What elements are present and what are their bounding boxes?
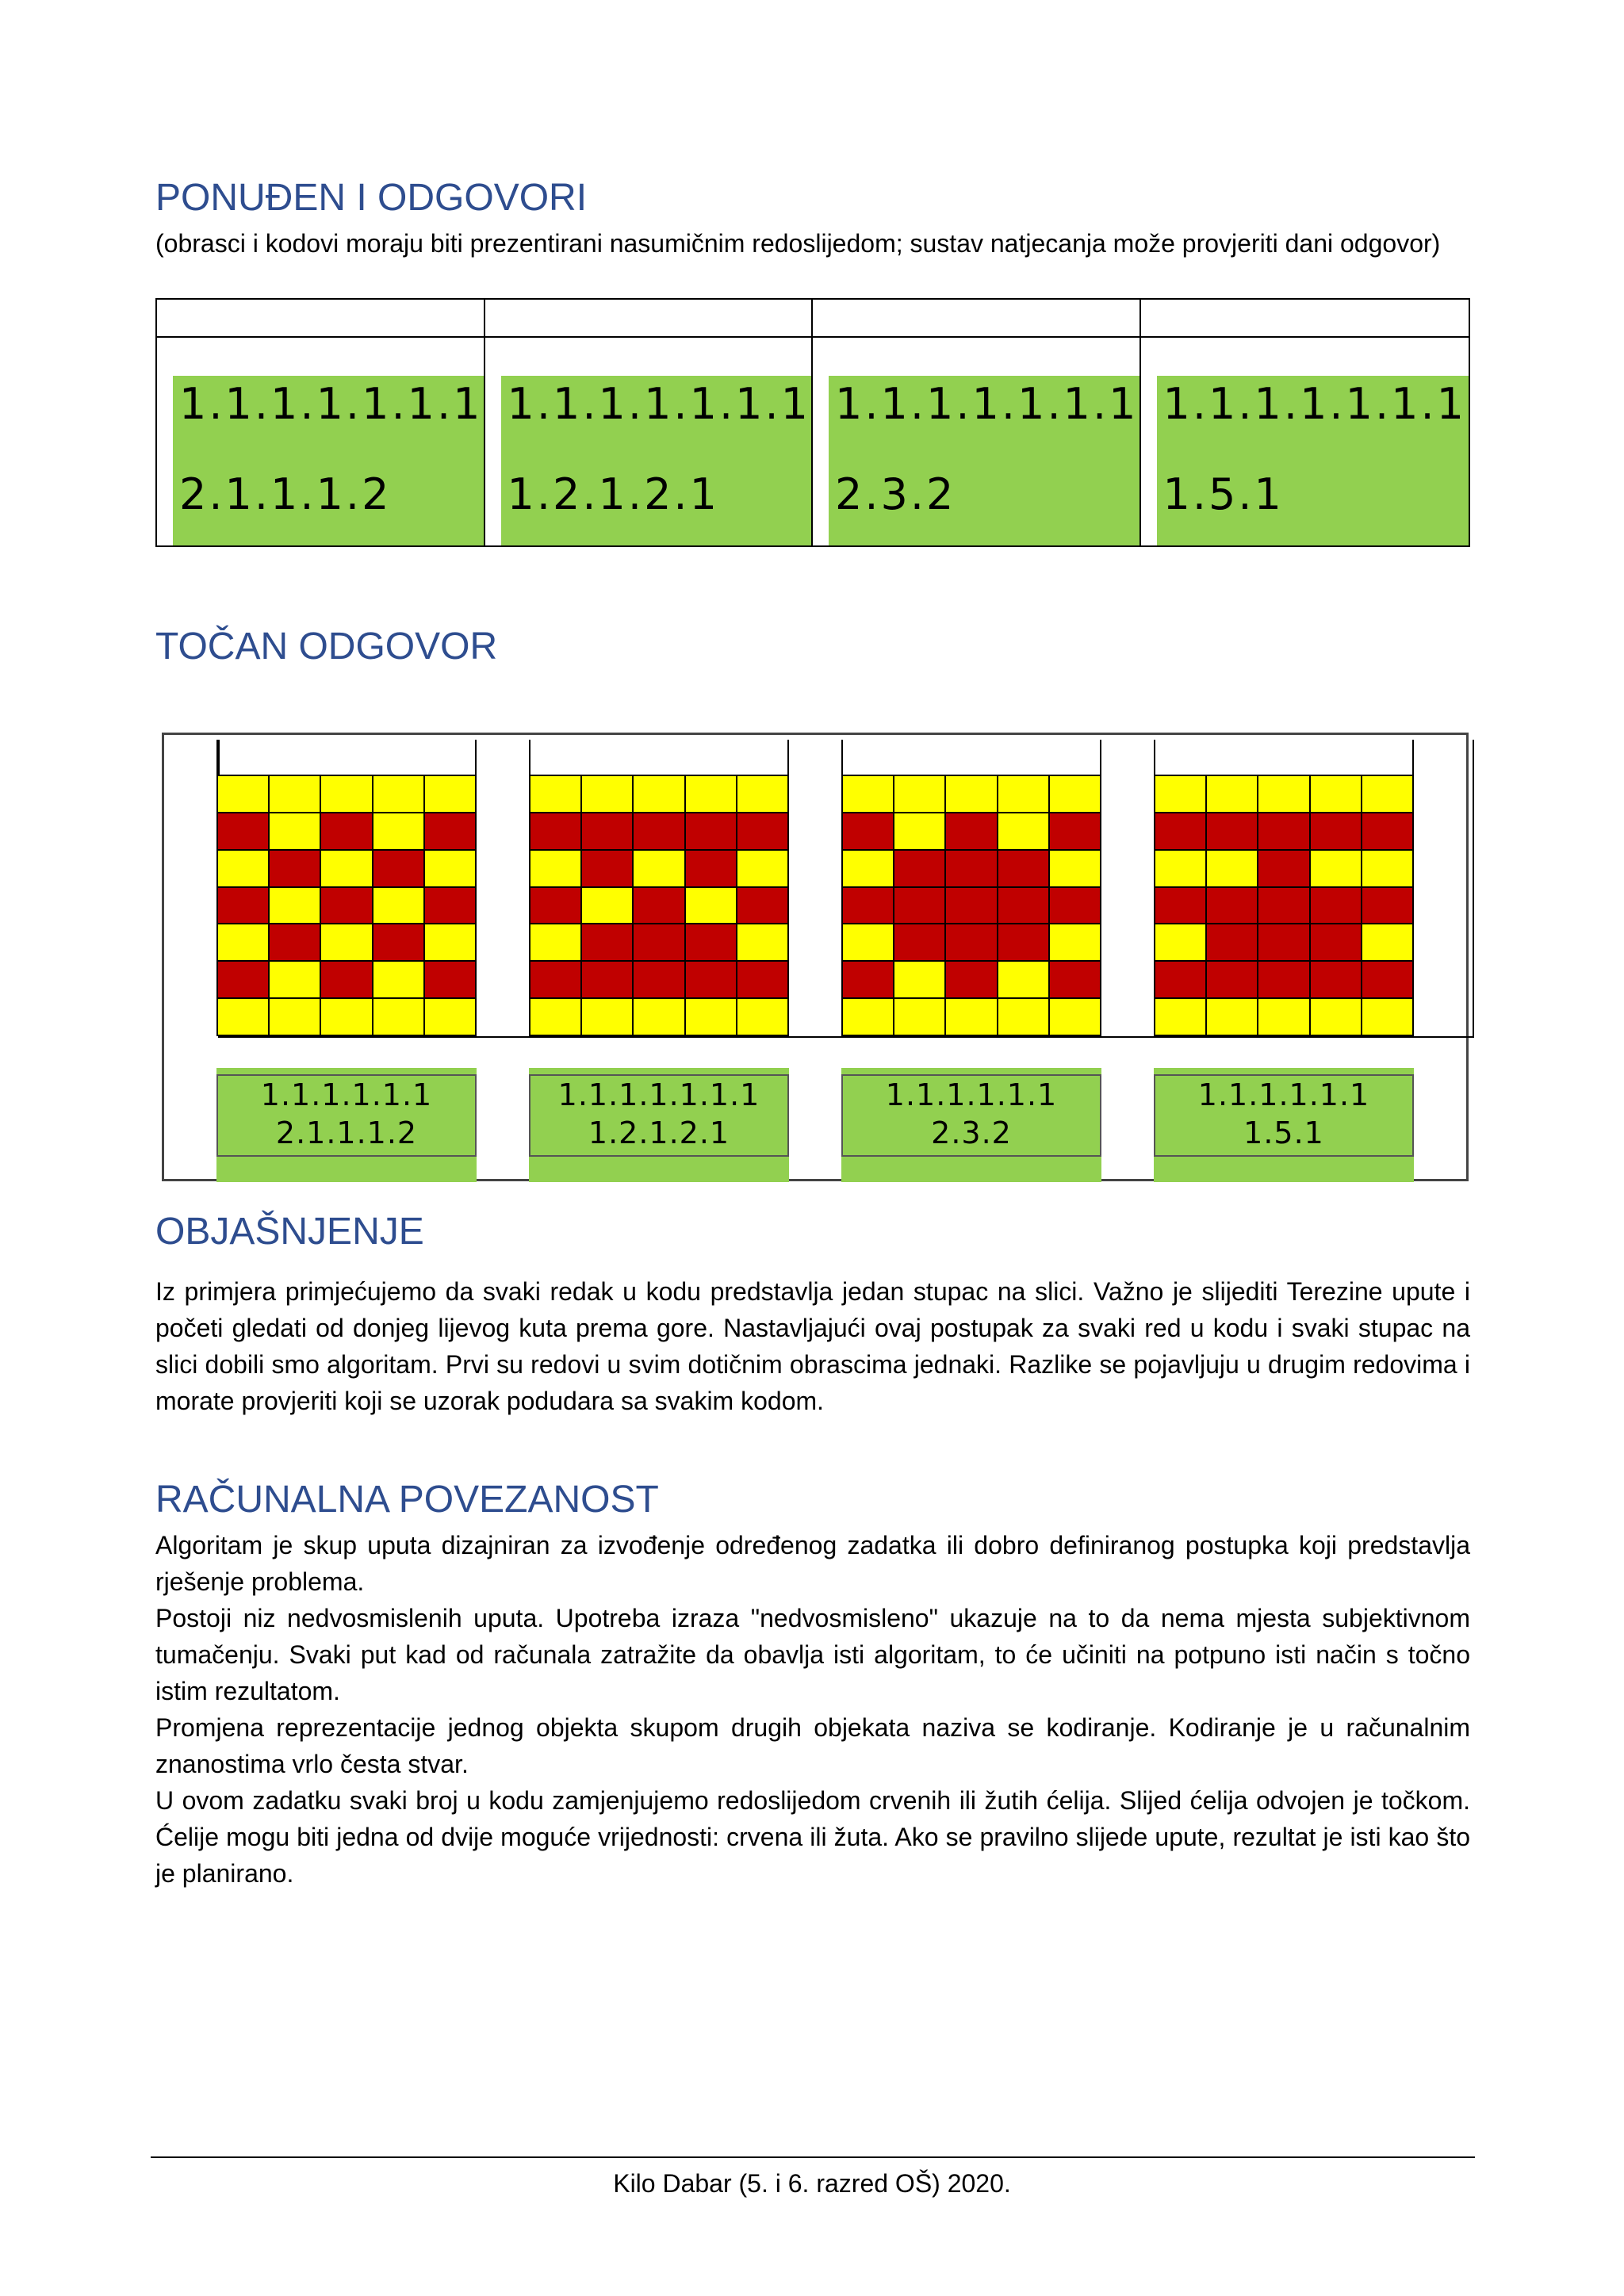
yellow-cell [1310,998,1362,1035]
footer-text: Kilo Dabar (5. i 6. razred OŠ) 2020. [613,2169,1011,2198]
correct-answer-figure [162,733,1469,1181]
offered-answer-header [157,300,484,338]
yellow-cell [1049,850,1101,887]
yellow-cell [530,775,581,813]
yellow-cell [320,924,372,961]
yellow-cell [1049,775,1101,813]
red-cell [998,850,1049,887]
offered-code-line1: 1.1.1.1.1.1.1 [835,379,1139,429]
yellow-cell [998,775,1049,813]
pattern-header-3 [841,740,1101,775]
red-cell [1258,850,1309,887]
code-line1: 1.1.1.1.1.1 [1197,1077,1370,1112]
code-line2: 2.1.1.1.2 [275,1115,418,1150]
red-cell [1310,924,1362,961]
red-cell [685,961,737,998]
red-cell [1310,813,1362,850]
red-cell [217,961,269,998]
yellow-cell [424,998,476,1035]
red-cell [633,961,684,998]
yellow-cell [633,998,684,1035]
yellow-cell [424,924,476,961]
computational-connection-heading: RAČUNALNA POVEZANOST [155,1479,659,1521]
yellow-cell [581,775,633,813]
red-cell [1049,813,1101,850]
pattern-code-box-4[interactable] [1154,1068,1414,1182]
comp-paragraph: Postoji niz nedvosmislenih uputa. Upotreba izraza "nedvosmisleno" ukazuje na to da nema mjesta subjektivnom tumačenju. Svaki put kad od računala zatražite da obavlja isti algoritam, to će učiniti na potpuno isti način s točno istim rezultatom. [155,1604,1470,1705]
red-cell [737,887,788,924]
yellow-cell [1049,998,1101,1035]
comp-paragraph: Algoritam je skup uputa dizajniran za izvođenje određenog zadatka ili dobro definiranog postupka koji predstavlja rješenje problema. [155,1531,1470,1596]
explanation-text: Iz primjera primjećujemo da svaki redak u kodu predstavlja jedan stupac na slici. Važno je slijediti Terezine upute i početi gledati od donjeg lijevog kuta prema gore. Nastavljajući ovaj postupak za svaki red u kodu i svaki stupac na slici dobili smo algoritam. Prvi su redovi u svim dotičnim obrascima jednaki. Razlike se pojavljuju u drugim redovima i morate provjeriti koji se uzorak podudara sa svakim kodom. [155,1277,1470,1415]
yellow-cell [373,998,424,1035]
red-cell [1362,961,1413,998]
yellow-cell [373,887,424,924]
yellow-cell [530,924,581,961]
red-cell [1258,924,1309,961]
pattern-code-box-3[interactable] [841,1068,1101,1182]
yellow-cell [530,850,581,887]
yellow-cell [373,961,424,998]
offered-answer-2[interactable] [485,300,814,545]
offered-code-line1: 1.1.1.1.1.1.1 [1162,379,1466,429]
red-cell [1155,887,1206,924]
red-cell [1362,813,1413,850]
yellow-cell [1155,924,1206,961]
red-cell [373,924,424,961]
yellow-cell [894,998,945,1035]
offered-answer-header [1141,300,1469,338]
red-cell [998,887,1049,924]
yellow-cell [1362,850,1413,887]
offered-code-line1: 1.1.1.1.1.1.1 [507,379,810,429]
comp-paragraph: Promjena reprezentacije jednog objekta skupom drugih objekata naziva se kodiranje. Kodiranje je u računalnim znanostima vrlo česta stvar. [155,1713,1470,1778]
yellow-cell [1310,775,1362,813]
yellow-cell [1155,775,1206,813]
yellow-cell [269,813,320,850]
yellow-cell [737,998,788,1035]
yellow-cell [685,998,737,1035]
red-cell [581,813,633,850]
red-cell [633,813,684,850]
code-line1: 1.1.1.1.1.1 [885,1077,1058,1112]
code-line1: 1.1.1.1.1.1 [260,1077,433,1112]
red-cell [737,813,788,850]
red-cell [894,924,945,961]
yellow-cell [894,961,945,998]
comp-paragraph: U ovom zadatku svaki broj u kodu zamjenjujemo redoslijedom crvenih ili žutih ćelija. Slijed ćelija odvojen je točkom. Ćelije mogu biti jedna od dvije moguće vrijednosti: crvena ili žuta. Ako se pravilno slijede upute, rezultat je isti kao što je planirano. [155,1786,1470,1888]
red-cell [842,887,894,924]
red-cell [581,850,633,887]
red-cell [217,813,269,850]
yellow-cell [424,775,476,813]
red-cell [842,961,894,998]
offered-code-line2: 2.1.1.1.2 [179,469,392,519]
yellow-cell [998,813,1049,850]
yellow-cell [1258,998,1309,1035]
yellow-cell [1155,850,1206,887]
red-cell [217,887,269,924]
red-cell [1206,813,1258,850]
red-cell [685,850,737,887]
yellow-cell [1310,850,1362,887]
yellow-cell [1362,998,1413,1035]
red-cell [269,850,320,887]
offered-answer-1[interactable] [157,300,485,545]
yellow-cell [945,998,997,1035]
red-cell [581,924,633,961]
yellow-cell [1362,924,1413,961]
red-cell [945,813,997,850]
offered-code-line1: 1.1.1.1.1.1.1 [179,379,483,429]
yellow-cell [737,850,788,887]
yellow-cell [217,850,269,887]
red-cell [894,887,945,924]
yellow-cell [320,998,372,1035]
red-cell [1362,887,1413,924]
yellow-cell [269,887,320,924]
code-line2: 1.2.1.2.1 [588,1115,730,1150]
yellow-cell [320,775,372,813]
red-cell [424,961,476,998]
pattern-grid-1 [216,775,477,1036]
yellow-cell [373,775,424,813]
yellow-cell [685,887,737,924]
red-cell [633,924,684,961]
red-cell [1155,813,1206,850]
pattern-header-1 [216,740,477,775]
yellow-cell [269,998,320,1035]
explanation-heading: OBJAŠNJENJE [155,1211,424,1253]
red-cell [1049,961,1101,998]
offered-code-line2: 1.2.1.2.1 [507,469,719,519]
red-cell [1206,887,1258,924]
yellow-cell [530,998,581,1035]
offered-code-line2: 1.5.1 [1162,469,1284,519]
red-cell [998,924,1049,961]
red-cell [530,813,581,850]
red-cell [1258,961,1309,998]
yellow-cell [320,850,372,887]
pattern-grid-3 [841,775,1101,1036]
yellow-cell [737,924,788,961]
red-cell [945,924,997,961]
code-label [216,1074,477,1157]
yellow-cell [998,998,1049,1035]
pattern-grid-4 [1154,775,1414,1036]
red-cell [685,813,737,850]
offered-answer-3[interactable] [813,300,1141,545]
red-cell [1258,813,1309,850]
red-cell [842,813,894,850]
yellow-cell [269,775,320,813]
code-line1: 1.1.1.1.1.1.1 [557,1077,760,1112]
red-cell [1206,961,1258,998]
yellow-cell [737,775,788,813]
red-cell [424,813,476,850]
red-cell [530,961,581,998]
yellow-cell [581,887,633,924]
red-cell [945,961,997,998]
yellow-cell [581,998,633,1035]
yellow-cell [1155,998,1206,1035]
offered-answer-header [485,300,812,338]
red-cell [737,961,788,998]
red-cell [1155,961,1206,998]
offered-answers-heading: PONUĐEN I ODGOVORI [155,177,588,219]
yellow-cell [1049,924,1101,961]
red-cell [945,887,997,924]
yellow-cell [842,924,894,961]
yellow-cell [633,850,684,887]
pattern-header-2 [529,740,789,775]
red-cell [1206,924,1258,961]
code-line2: 2.3.2 [931,1115,1012,1150]
red-cell [633,887,684,924]
red-cell [320,961,372,998]
yellow-cell [633,775,684,813]
red-cell [269,924,320,961]
red-cell [685,924,737,961]
pattern-header-4 [1154,740,1414,775]
yellow-cell [945,775,997,813]
red-cell [320,813,372,850]
code-label [841,1074,1101,1157]
yellow-cell [217,775,269,813]
footer-divider [151,2156,1475,2158]
yellow-cell [1206,775,1258,813]
code-line2: 1.5.1 [1243,1115,1324,1150]
red-cell [1310,887,1362,924]
computational-connection-text [155,1527,1470,1892]
offered-code-line2: 2.3.2 [835,469,956,519]
yellow-cell [217,924,269,961]
correct-answer-heading: TOČAN ODGOVOR [155,626,498,668]
yellow-cell [998,961,1049,998]
red-cell [320,887,372,924]
red-cell [581,961,633,998]
offered-answer-4[interactable] [1141,300,1469,545]
offered-answers-table [155,298,1470,547]
yellow-cell [1362,775,1413,813]
red-cell [1049,887,1101,924]
offered-answer-header [813,300,1139,338]
red-cell [1258,887,1309,924]
red-cell [1310,961,1362,998]
red-cell [945,850,997,887]
yellow-cell [424,850,476,887]
yellow-cell [685,775,737,813]
yellow-cell [373,813,424,850]
yellow-cell [269,961,320,998]
red-cell [373,850,424,887]
red-cell [530,887,581,924]
red-cell [424,887,476,924]
yellow-cell [217,998,269,1035]
red-cell [894,850,945,887]
yellow-cell [842,998,894,1035]
yellow-cell [894,813,945,850]
offered-answers-note: (obrasci i kodovi moraju biti prezentirani nasumičnim redoslijedom; sustav natjecanja može provjeriti dani odgovor) [155,229,1441,258]
pattern-code-box-1[interactable] [216,1068,477,1182]
yellow-cell [842,850,894,887]
pattern-code-box-2[interactable] [529,1068,789,1182]
code-label [529,1074,789,1157]
pattern-grid-2 [529,775,789,1036]
yellow-cell [894,775,945,813]
yellow-cell [1258,775,1309,813]
yellow-cell [1206,998,1258,1035]
code-label [1154,1074,1414,1157]
yellow-cell [1206,850,1258,887]
yellow-cell [842,775,894,813]
